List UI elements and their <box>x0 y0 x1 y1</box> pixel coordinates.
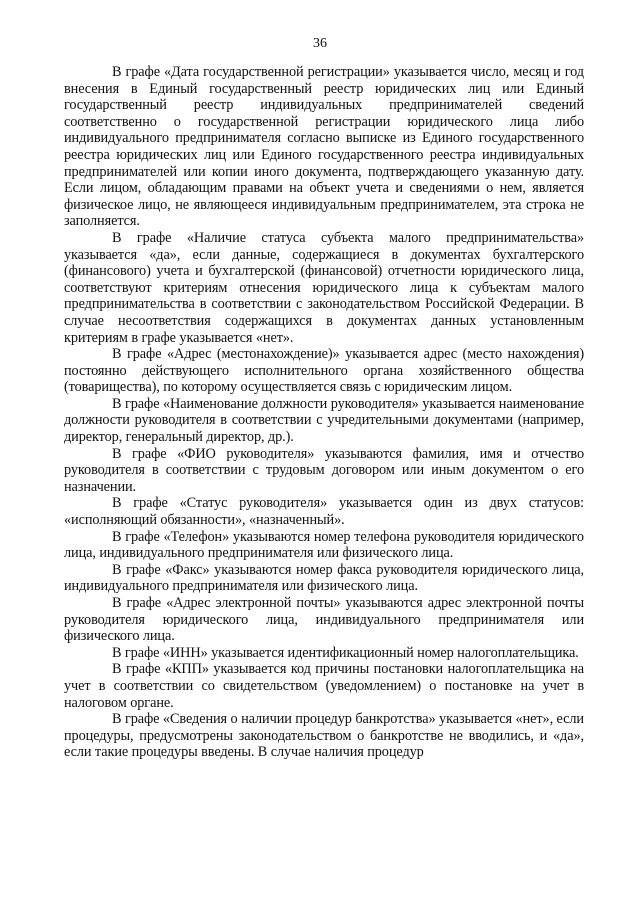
paragraph-fax: В графе «Факс» указываются номер факса руководителя юридического лица, индивидуального предпринимателя или физического лица. <box>64 561 584 595</box>
paragraph-inn: В графе «ИНН» указывается идентификационный номер налогоплательщика. <box>112 644 579 661</box>
paragraph-head-name: В графе «ФИО руководителя» указываются фамилия, имя и отчество руководителя в соответствии с трудовым договором или иным документом о его назначении. <box>64 445 584 495</box>
paragraph-small-business-status: В графе «Наличие статуса субъекта малого предпринимательства» указывается «да», если данные, содержащиеся в документах бухгалтерского (финансового) учета и бухгалтерской (финансовой) отчетности юридического лица, соответствуют критериям отнесения юридического лица к субъектам малого предпринимательства в соответствии с законодательством Российской Федерации. В случае несоответствия содержащихся в документах данных установленным критериям в графе указывается «нет». <box>64 229 584 346</box>
paragraph-phone: В графе «Телефон» указываются номер телефона руководителя юридического лица, индивидуального предпринимателя или физического лица. <box>64 528 584 562</box>
paragraph-address: В графе «Адрес (местонахождение)» указывается адрес (место нахождения) постоянно действующего исполнительного органа хозяйственного общества (товарищества), по которому осуществляется связь с юридическим лицом. <box>64 346 584 396</box>
paragraph-kpp: В графе «КПП» указывается код причины постановки налогоплательщика на учет в соответствии со свидетельством (уведомлением) о постановке на учет в налоговом органе. <box>64 661 584 711</box>
paragraph-head-position: В графе «Наименование должности руководителя» указывается наименование должности руководителя в соответствии с учредительными документами (например, директор, генеральный директор, др.). <box>64 395 584 446</box>
paragraph-head-status: В графе «Статус руководителя» указывается один из двух статусов: «исполняющий обязанности», «назначенный». <box>64 495 584 529</box>
paragraph-email: В графе «Адрес электронной почты» указываются адрес электронной почты руководителя юридического лица, индивидуального предпринимателя или физического лица. <box>64 595 584 645</box>
page-number: 36 <box>313 36 327 51</box>
document-body <box>64 64 584 761</box>
paragraph-bankruptcy: В графе «Сведения о наличии процедур банкротства» указывается «нет», если процедуры, предусмотрены законодательством о банкротстве не вводились, и «да», если такие процедуры введены. В случае наличия процедур <box>64 711 584 761</box>
paragraph-registration-date: В графе «Дата государственной регистрации» указывается число, месяц и год внесения в Единый государственный реестр юридических лиц или Единый государственный реестр индивидуальных предпринимателей сведений соответственно о государственной регистрации юридического лица либо индивидуального предпринимателя согласно выписке из Единого государственного реестра юридических лиц или Единого государственного реестра индивидуальных предпринимателей или копии иного документа, подтверждающего указанную дату. Если лицом, обладающим правами на объект учета и сведениями о нем, является физическое лицо, не являющееся индивидуальным предпринимателем, эта строка не заполняется. <box>64 64 584 230</box>
